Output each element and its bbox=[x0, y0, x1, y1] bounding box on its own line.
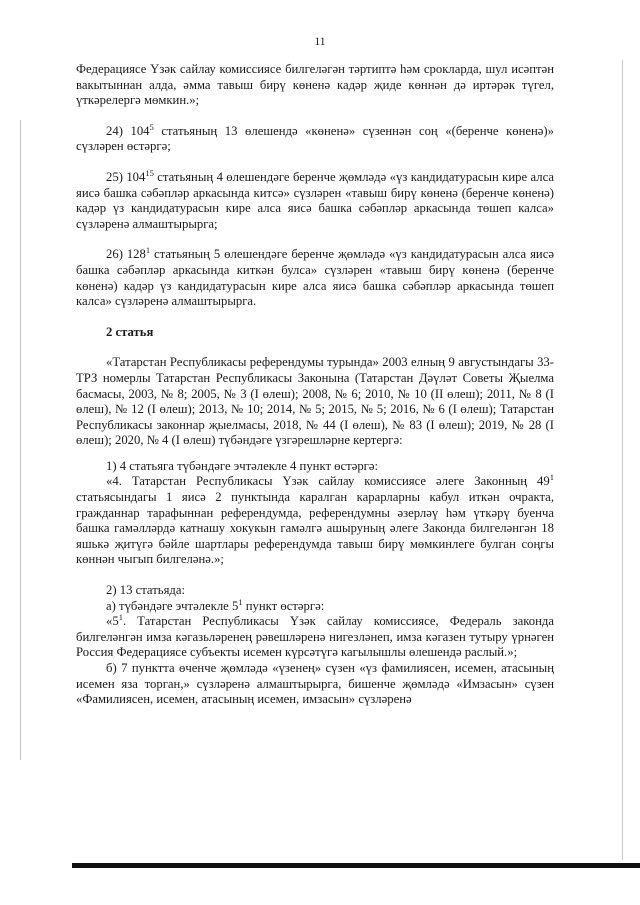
scan-edge-left bbox=[20, 120, 21, 760]
paragraph-law-reference: «Татарстан Республикасы референдумы турында» 2003 елның 9 августындагы 33-ТРЗ номерлы Татарстан Республикасы Законына (Татарстан Дәүләт Советы Җыелма басмасы, 2003, № 8; 2005, № 3 (I өлеш); 2008, № 6; 2010, № 10 (II өлеш); 2011, № 8 (I өлеш), № 12 (I өлеш); 2013, № 10; 2014, № 5; 2015, № 5; 2016, № 6 (I өлеш); Татарстан Республикасы законнар җыелмасы, 2018, № 44 (I өлеш), № 83 (I өлеш); 2019, № 28 (I өлеш); 2020, № 4 (I өлеш) түбәндәге үзгәрешләрне кертергә: bbox=[76, 355, 554, 448]
page-number: 11 bbox=[314, 36, 326, 48]
paragraph-item-24: 24) $104^5$ статьяның 13 өлешендә «көненә» сүзеннән соң «(беренче көненә)» сүзләрен өстәргә; bbox=[76, 121, 555, 154]
scan-edge-right bbox=[622, 60, 623, 860]
paragraph-continuation: Федерациясе Үзәк сайлау комиссиясе билгеләгән тәртиптә һәм срокларда, шул исәптән вакытыннан алда, әмма тавыш бирү көненә кадәр җиде көннән дә иртәрәк түгел, үткәрелергә мөмкин.»; bbox=[76, 62, 554, 108]
paragraph-point-2a-text: «$5^1$. Татарстан Республикасы Үзәк сайлау комиссиясе, Федераль законда билгеләнгән имза кәгазьләренең рәвешләренә нигезләнеп, имза кәгазен тутыру үрнәген Россия Федерациясе субъекты исемен күрсәтүгә кагылышлы өлешендә раслый.»; bbox=[76, 611, 554, 660]
paragraph-point-2: 2) 13 статьяда: bbox=[106, 583, 186, 598]
scan-bottom-edge bbox=[72, 863, 640, 868]
paragraph-item-25: 25) $104^{15}$ статьяның 4 өлешендәге беренче җөмләдә «үз кандидатурасын кире алса яисә башка сәбәпләр аркасында китсә» сүзләрен «тавыш бирү көненә (беренче көненә) кадәр үз кандидатурасын кире алса яисә башка сәбәпләр аркасында төшеп калса» сүзләренә алмаштырырга; bbox=[76, 167, 555, 231]
paragraph-point-1-text: «4. Татарстан Республикасы Үзәк сайлау комиссиясе әлеге Законның $49^1$ статьясындагы 1 яисә 2 пунктында каралган карарларны кабул иткән очракта, гражданнар тарафыннан референдумда, референдумны әзерләү һәм үткәрү буенча башка гамәлләрдә катнашу хокукын гамәлгә ашыруның әлеге Законда билгеләнгән 18 яшькә җитүгә бәйле шартлары референдумда тавыш бирү мөмкинлеге булган соңгы көннән чыгып билгеләнә.»; bbox=[76, 472, 554, 567]
paragraph-point-1: 1) 4 статьяга түбәндәге эчтәлекле 4 пункт өстәргә: bbox=[106, 458, 379, 473]
paragraph-item-26: 26) $128^1$ статьяның 5 өлешендәге беренче җөмләдә «үз кандидатурасын алса яисә башка сәбәпләр аркасында киткән булса» сүзләрен «тавыш бирү көненә (беренче көненә) кадәр үз кандидатурасын кире алса яисә башка сәбәпләр аркасында төшеп калса» сүзләренә алмаштырырга. bbox=[76, 245, 554, 309]
paragraph-point-2b: б) 7 пунктта өченче җөмләдә «үзенең» сүзен «үз фамилиясен, исемен, атасының исемен яза торган,» сүзләренә алмаштырырга, бишенче җөмләдә «Имзасын» сүзен «Фамилиясен, исемен, атасының исемен, имзасын» сүзләренә bbox=[76, 661, 554, 707]
article-heading: 2 статья bbox=[106, 324, 154, 339]
document-body bbox=[76, 62, 554, 708]
paragraph-point-2a: а) түбәндәге эчтәлекле $5^1$ пункт өстәргә: bbox=[106, 596, 325, 613]
